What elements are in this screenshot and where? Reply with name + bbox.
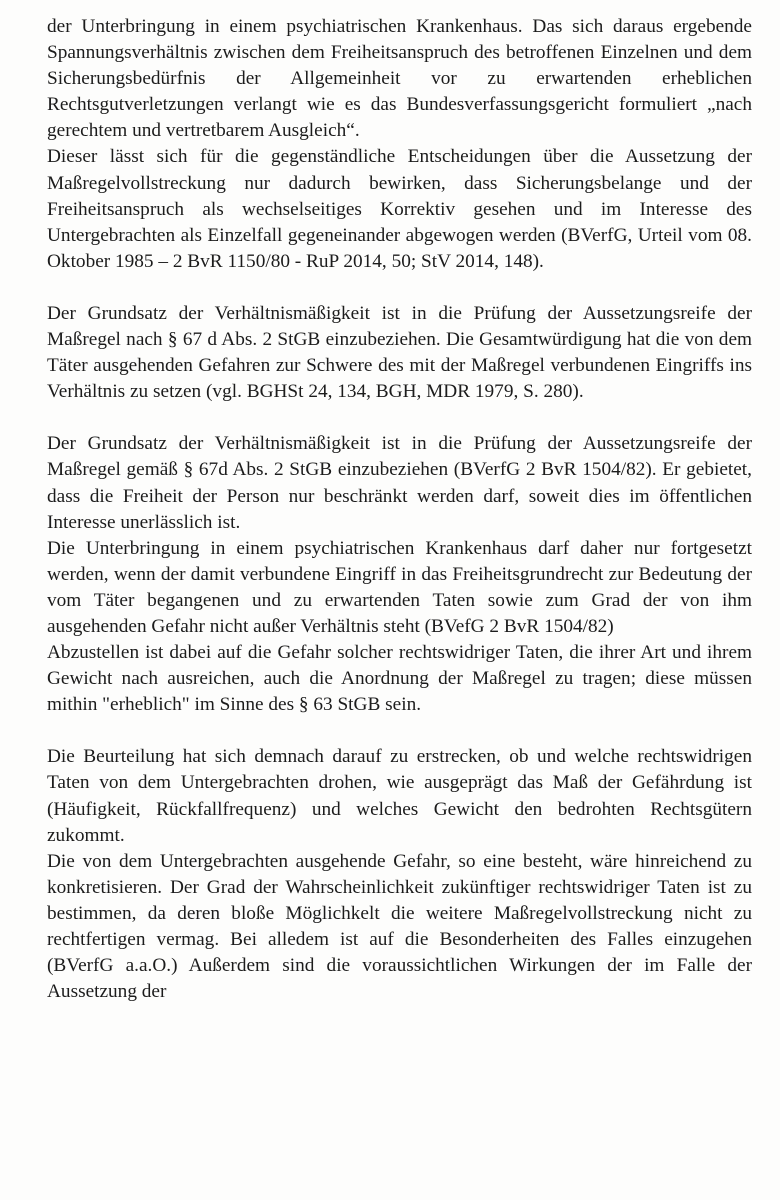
paragraph-1: der Unterbringung in einem psychiatrischen Krankenhaus. Das sich daraus ergebende Spannungsverhältnis zwischen dem Freiheitsanspruch des betroffenen Einzelnen und dem Sicherungsbedürfnis der Allgemeinheit vor zu erwartenden erheblichen Rechtsgutverletzungen verlangt wie es das Bundesverfassungsgericht formuliert „nach gerechtem und vertretbarem Ausgleich“. xyxy=(47,16,752,142)
paragraph-5: Die Unterbringung in einem psychiatrischen Krankenhaus darf daher nur fortgesetzt werden, wenn der damit verbundene Eingriff in das Freiheitsgrundrecht zur Bedeutung der vom Täter begangenen und zu erwartenden Taten sowie zum Grad der von ihm ausgehenden Gefahr nicht außer Verhältnis steht (BVefG 2 BvR 1504/82) xyxy=(47,537,752,637)
paragraph-7: Die Beurteilung hat sich demnach darauf zu erstrecken, ob und welche rechtswidrigen Taten von dem Untergebrachten drohen, wie ausgeprägt das Maß der Gefährdung ist (Häufigkeit, Rückfallfrequenz) und welches Gewicht den bedrohten Rechtsgütern zukommt. xyxy=(47,746,752,846)
paragraph-6: Abzustellen ist dabei auf die Gefahr solcher rechtswidriger Taten, die ihrer Art und ihrem Gewicht nach ausreichen, auch die Anordnung der Maßregel zu tragen; diese müssen mithin "erheblich" im Sinne des § 63 StGB sein. xyxy=(47,642,752,716)
document-body xyxy=(47,14,752,1005)
paragraph-2: Dieser lässt sich für die gegenständliche Entscheidungen über die Aussetzung der Maßregelvollstreckung nur dadurch bewirken, dass Sicherungsbelange und der Freiheitsanspruch als wechselseitiges Korrektiv gesehen und im Interesse des Untergebrachten als Einzelfall gegeneinander abgewogen werden (BVerfG, Urteil vom 08. Oktober 1985 – 2 BvR 1150/80 - RuP 2014, 50; StV 2014, 148). xyxy=(47,146,752,272)
paragraph-3: Der Grundsatz der Verhältnismäßigkeit ist in die Prüfung der Aussetzungsreife der Maßregel nach § 67 d Abs. 2 StGB einzubeziehen. Die Gesamtwürdigung hat die von dem Täter ausgehenden Gefahren zur Schwere des mit der Maßregel verbundenen Eingriffs ins Verhältnis zu setzen (vgl. BGHSt 24, 134, BGH, MDR 1979, S. 280). xyxy=(47,302,752,403)
paragraph-8: Die von dem Untergebrachten ausgehende Gefahr, so eine besteht, wäre hinreichend zu konkretisieren. Der Grad der Wahrscheinlichkeit zukünftiger rechtswidriger Taten ist zu bestimmen, da deren bloße Möglichkelt die weitere Maßregelvollstreckung nicht zu rechtfertigen vermag. Bei alledem ist auf die Besonderheiten des Falles einzugehen (BVerfG a.a.O.) Außerdem sind die voraussichtlichen Wirkungen der im Falle der Aussetzung der xyxy=(47,850,752,1003)
paragraph-4: Der Grundsatz der Verhältnismäßigkeit ist in die Prüfung der Aussetzungsreife der Maßregel gemäß § 67d Abs. 2 StGB einzubeziehen (BVerfG 2 BvR 1504/82). Er gebietet, dass die Freiheit der Person nur beschränkt werden darf, soweit dies im öffentlichen Interesse unerlässlich ist. xyxy=(47,433,752,533)
